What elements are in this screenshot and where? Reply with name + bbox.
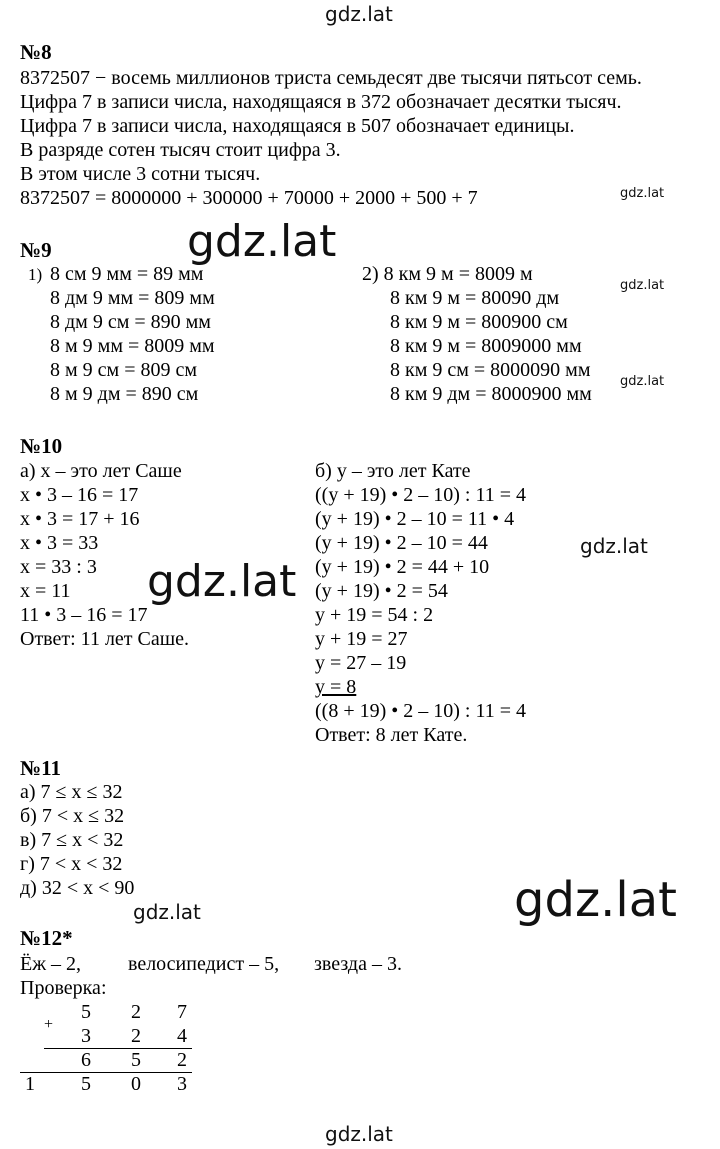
watermark-bottom: gdz.lat <box>325 1122 393 1146</box>
watermark-small: gdz.lat <box>620 374 665 389</box>
task10-result-underlined: y = 8 <box>315 676 357 698</box>
task9-right-line: 8 км 9 дм = 8000900 мм <box>390 383 592 405</box>
watermark-large: gdz.lat <box>514 872 677 928</box>
addition-row <box>20 1048 220 1072</box>
addition-digit: 2 <box>177 1049 187 1071</box>
task8-heading: №8 <box>20 40 52 64</box>
task9-left-line: 8 м 9 см = 809 см <box>50 359 198 381</box>
addition-digit: 1 <box>25 1073 35 1095</box>
task10-right-line: y + 19 = 54 : 2 <box>315 604 434 626</box>
task9-left-line: 8 м 9 мм = 8009 мм <box>50 335 215 357</box>
task8-line: 8372507 = 8000000 + 300000 + 70000 + 2000 + 500 + 7 <box>20 187 478 209</box>
task8-line: Цифра 7 в записи числа, находящаяся в 507 обозначает единицы. <box>20 115 575 137</box>
task10-right-line: (y + 19) • 2 = 54 <box>315 580 448 602</box>
task10-right-line: (y + 19) • 2 = 44 + 10 <box>315 556 490 578</box>
addition-digit: 0 <box>131 1073 141 1095</box>
watermark-large: gdz.lat <box>187 216 337 267</box>
task10-right-line: (y + 19) • 2 – 10 = 44 <box>315 532 488 554</box>
task12-answer-2: велосипедист – 5, <box>128 953 280 975</box>
task11-line: а) 7 ≤ x ≤ 32 <box>20 781 123 803</box>
task10-heading: №10 <box>20 434 63 458</box>
addition-digit: 3 <box>81 1025 91 1047</box>
task10-right-line: ((8 + 19) • 2 – 10) : 11 = 4 <box>315 700 527 722</box>
task9-right-line: 8 км 9 м = 8009000 мм <box>390 335 582 357</box>
addition-digit: 5 <box>131 1049 141 1071</box>
task9-right-line: 8 км 9 м = 80090 дм <box>390 287 560 309</box>
task12-answer-1: Ёж – 2, <box>20 953 82 975</box>
task10-right-line: y + 19 = 27 <box>315 628 408 650</box>
addition-digit: 5 <box>81 1073 91 1095</box>
task10-right-line: y = 27 – 19 <box>315 652 407 674</box>
task10-left-line: x • 3 = 33 <box>20 532 99 554</box>
task9-right-line: 8 км 9 м = 800900 см <box>390 311 568 333</box>
task11-line: д) 32 < x < 90 <box>20 877 135 899</box>
plus-sign: + <box>44 1016 54 1033</box>
watermark-medium: gdz.lat <box>133 900 201 924</box>
task10-left-line: а) x – это лет Саше <box>20 460 182 482</box>
addition-digit: 5 <box>81 1001 91 1023</box>
task8-line: Цифра 7 в записи числа, находящаяся в 372 обозначает десятки тысяч. <box>20 91 622 113</box>
addition-digit: 2 <box>131 1025 141 1047</box>
task11-list <box>20 780 134 900</box>
task10-right-line: Ответ: 8 лет Кате. <box>315 724 468 746</box>
task10-left-line: Ответ: 11 лет Саше. <box>20 628 190 650</box>
task9-right-line: 8 км 9 см = 8000090 мм <box>390 359 591 381</box>
task10-left-line: x = 33 : 3 <box>20 556 97 578</box>
task9-right-line: 2) 8 км 9 м = 8009 м <box>362 263 533 285</box>
task9-left-line: 8 см 9 мм = 89 мм <box>50 263 204 285</box>
watermark-medium: gdz.lat <box>580 534 648 558</box>
addition-row <box>20 1024 220 1048</box>
task10-left-line: x • 3 = 17 + 16 <box>20 508 140 530</box>
task10-left-line: 11 • 3 – 16 = 17 <box>20 604 148 626</box>
addition-digit: 3 <box>177 1073 187 1095</box>
watermark-small: gdz.lat <box>620 278 665 293</box>
task12-heading: №12* <box>20 926 73 950</box>
column-addition <box>20 1000 220 1100</box>
task9-left-column <box>50 262 215 406</box>
watermark-large: gdz.lat <box>147 556 297 607</box>
task10-left-line: x • 3 – 16 = 17 <box>20 484 139 506</box>
addition-digit: 2 <box>131 1001 141 1023</box>
task12-check-label: Проверка: <box>20 977 107 999</box>
task9-heading: №9 <box>20 238 52 262</box>
addition-digit: 7 <box>177 1001 187 1023</box>
task9-left-line: 8 дм 9 см = 890 мм <box>50 311 211 333</box>
watermark-small: gdz.lat <box>620 186 665 201</box>
addition-digit: 4 <box>177 1025 187 1047</box>
task8-line: В этом числе 3 сотни тысяч. <box>20 163 261 185</box>
task10-right-line: б) y – это лет Кате <box>315 460 471 482</box>
watermark-top: gdz.lat <box>325 2 393 26</box>
task11-line: б) 7 < x ≤ 32 <box>20 805 125 827</box>
task10-right-line: (y + 19) • 2 – 10 = 11 • 4 <box>315 508 515 530</box>
addition-digit: 6 <box>81 1049 91 1071</box>
addition-row <box>20 1072 220 1096</box>
task12-answer-3: звезда – 3. <box>314 953 402 975</box>
task10-left-column <box>20 459 189 651</box>
task10-right-line: ((y + 19) • 2 – 10) : 11 = 4 <box>315 484 527 506</box>
task8-line: 8372507 − восемь миллионов триста семьдесят две тысячи пятьсот семь. <box>20 67 642 89</box>
task9-right-column <box>362 262 592 406</box>
task9-left-marker: 1) <box>28 265 43 284</box>
task9-left-line: 8 м 9 дм = 890 см <box>50 383 199 405</box>
task9-left-line: 8 дм 9 мм = 809 мм <box>50 287 215 309</box>
task8-line: В разряде сотен тысяч стоит цифра 3. <box>20 139 341 161</box>
task11-heading: №11 <box>20 756 61 780</box>
task10-right-column <box>315 459 526 747</box>
task11-line: г) 7 < x < 32 <box>20 853 123 875</box>
task11-line: в) 7 ≤ x < 32 <box>20 829 124 851</box>
task10-right-line <box>315 675 526 699</box>
task10-left-line: x = 11 <box>20 580 71 602</box>
